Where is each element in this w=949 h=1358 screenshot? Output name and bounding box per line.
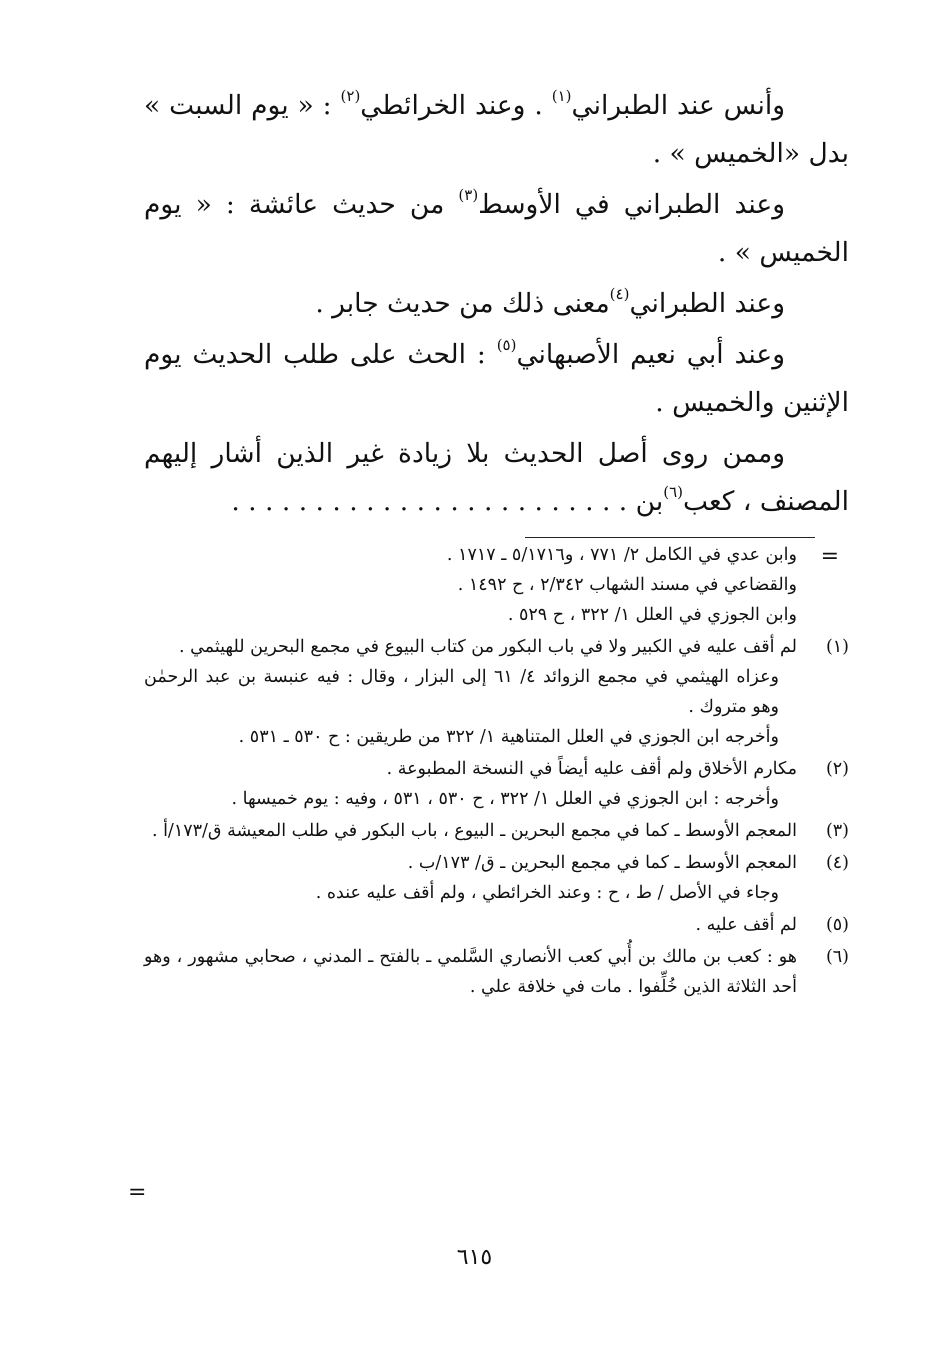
footnote-body [144, 754, 797, 814]
footnote-5 [144, 910, 849, 940]
footnote-2 [144, 754, 849, 814]
footnote-body [144, 910, 797, 940]
footnote-body [144, 816, 797, 846]
text-span: . وعند الخرائطي [360, 90, 552, 121]
text-span: وعند الطبراني [629, 288, 785, 319]
page-number: ٦١٥ [456, 1245, 493, 1270]
footnote-number: (٤) [825, 853, 849, 873]
footnote-line: وأخرجه : ابن الجوزي في العلل ١/ ٣٢٢ ، ح ٥٣٠ ، ٥٣١ ، وفيه : يوم خميسها . [231, 789, 779, 809]
text-span: : الحث على طلب الحديث يوم الإثنين والخميس . [144, 339, 849, 418]
footnote-line: وأخرجه ابن الجوزي في العلل المتناهية ١/ ٣٢٢ من طريقين : ح ٥٣٠ ـ ٥٣١ . [238, 727, 779, 747]
footnote-line: لم أقف عليه . [695, 915, 797, 935]
continuation-marker: = [820, 544, 839, 569]
footnote-continuation [144, 540, 849, 630]
footnote-number: (٢) [825, 759, 849, 779]
paragraph-5 [144, 430, 849, 526]
footnote-separator [525, 537, 815, 538]
text-span: من حديث عائشة : « يوم الخميس » . [144, 189, 849, 268]
paragraph-1 [144, 82, 849, 178]
footnote-1 [144, 632, 849, 752]
footnote-number: (٥) [825, 915, 849, 935]
footnotes [144, 540, 849, 1004]
footnote-line: هو : كعب بن مالك بن أُبي كعب الأنصاري السَّلمي ـ بالفتح ـ المدني ، صحابي مشهور ، وهو أحد الثلاثة الذين خُلِّفوا . مات في خلافة علي . [144, 947, 797, 997]
footnote-body [144, 540, 797, 630]
text-span: : « يوم السبت » بدل «الخميس » . [144, 90, 849, 169]
footnote-ref-1[interactable]: (١) [551, 87, 572, 105]
footnote-line: وابن الجوزي في العلل ١/ ٣٢٢ ، ح ٥٢٩ . [507, 605, 797, 625]
main-text [144, 82, 849, 529]
text-span: معنى ذلك من حديث جابر . [315, 288, 610, 319]
footnote-line: المعجم الأوسط ـ كما في مجمع البحرين ـ ق/ ١٧٣/ب . [407, 853, 797, 873]
ellipsis-dots: . . . . . . . . . . . . . . . . . . . . . . . . [231, 486, 636, 517]
paragraph-2 [144, 181, 849, 277]
paragraph-3 [144, 280, 849, 328]
footnote-number: (١) [825, 637, 849, 657]
text-span: وعند الطبراني في الأوسط [478, 189, 785, 220]
footnote-ref-2[interactable]: (٢) [340, 87, 361, 105]
footnote-line: وابن عدي في الكامل ٢/ ٧٧١ ، و٥/١٧١٦ ـ ١٧١٧ . [446, 545, 797, 565]
footnote-3 [144, 816, 849, 846]
footnote-body [144, 942, 797, 1002]
footnote-body [144, 848, 797, 908]
footnote-number: (٦) [825, 947, 849, 967]
continued-marker: = [128, 1180, 147, 1205]
footnote-line: وعزاه الهيثمي في مجمع الزوائد ٤/ ٦١ إلى البزار ، وقال : فيه عنبسة بن عبد الرحمٰن وهو متروك . [144, 667, 779, 717]
footnote-number: (٣) [825, 821, 849, 841]
footnote-ref-4[interactable]: (٤) [609, 285, 630, 303]
footnote-ref-3[interactable]: (٣) [458, 186, 479, 204]
footnote-4 [144, 848, 849, 908]
footnote-6 [144, 942, 849, 1002]
footnote-line: المعجم الأوسط ـ كما في مجمع البحرين ـ البيوع ، باب البكور في طلب المعيشة ق/١٧٣/أ . [151, 821, 797, 841]
text-span: وممن روى أصل الحديث بلا زيادة غير الذين أشار إليهم المصنف ، كعب [144, 438, 849, 517]
footnote-body [144, 632, 797, 752]
footnote-ref-6[interactable]: (٦) [663, 483, 683, 501]
footnote-line: والقضاعي في مسند الشهاب ٢/٣٤٢ ، ح ١٤٩٢ . [457, 575, 797, 595]
text-span: وأنس عند الطبراني [571, 90, 785, 121]
paragraph-4 [144, 331, 849, 427]
text-span: بن [635, 486, 664, 517]
footnote-ref-5[interactable]: (٥) [496, 336, 517, 354]
footnote-line: وجاء في الأصل / ط ، ح : وعند الخرائطي ، ولم أقف عليه عنده . [315, 883, 779, 903]
footnote-line: لم أقف عليه في الكبير ولا في باب البكور من كتاب البيوع في مجمع البحرين للهيثمي . [179, 637, 797, 657]
text-span: وعند أبي نعيم الأصبهاني [516, 339, 785, 370]
footnote-line: مكارم الأخلاق ولم أقف عليه أيضاً في النسخة المطبوعة . [386, 759, 797, 779]
